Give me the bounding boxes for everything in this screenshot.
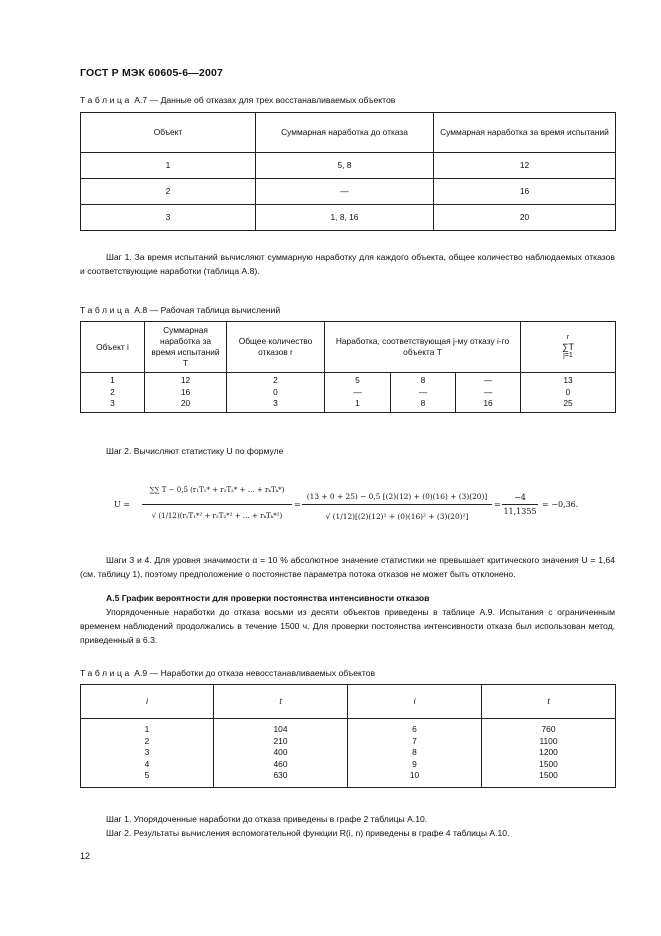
- table-cell: 3: [81, 205, 256, 231]
- formula-numerator: ∑∑ T − 0,5 (r₁T₁* + r₂T₂* + … + rₖTₖ*): [149, 486, 285, 494]
- footer-step2: Шаг 2. Результаты вычисления вспомогательной функции R(i, n) приведены в графе 4 таблицы А.10.: [106, 828, 510, 838]
- formula-result: = −0,36.: [542, 500, 579, 509]
- table-cell: 8 — 8: [391, 373, 456, 413]
- table-header-cell: t: [214, 685, 348, 719]
- table-header-cell: Суммарная наработка до отказа: [256, 113, 434, 153]
- table-cell: 12 16 20: [145, 373, 227, 413]
- sum-upper-limit: r: [566, 333, 570, 341]
- caption-word: Таблица: [80, 95, 132, 105]
- sum-symbol: ∑T: [562, 341, 574, 352]
- formula-lhs: U =: [114, 500, 130, 509]
- section-heading: А.5 График вероятности для проверки постоянства интенсивности отказов: [106, 593, 430, 603]
- table-cell: 16: [434, 179, 616, 205]
- table-cell: 1, 8, 16: [256, 205, 434, 231]
- fraction-line: [142, 504, 292, 505]
- table-cell: 1: [81, 153, 256, 179]
- table-cell: 104 210 400 460 630: [214, 719, 348, 788]
- table-header-cell: Суммарная наработка за время испытаний: [434, 113, 616, 153]
- page-header: ГОСТ Р МЭК 60605-6—2007: [80, 67, 224, 79]
- table-cell: 5, 8: [256, 153, 434, 179]
- table-cell: —: [256, 179, 434, 205]
- caption-text: А.8 — Рабочая таблица вычислений: [134, 305, 281, 315]
- table-header-cell: t: [482, 685, 616, 719]
- table-cell: 13 0 25: [521, 373, 616, 413]
- table-a9: [80, 684, 616, 788]
- table-header-cell: Объект: [81, 113, 256, 153]
- footer-step1: Шаг 1. Упорядоченные наработки до отказа приведены в графе 2 таблицы А.10.: [106, 814, 428, 824]
- table-cell: 1 2 3 4 5: [81, 719, 214, 788]
- table-cell: 2 0 3: [227, 373, 325, 413]
- table-header-cell: Объект i: [81, 322, 145, 373]
- table-a8: [80, 321, 616, 413]
- table-header-cell: [521, 322, 616, 373]
- table-cell: 12: [434, 153, 616, 179]
- table-a8-caption: [80, 305, 280, 315]
- table-cell: 20: [434, 205, 616, 231]
- caption-word: Таблица: [80, 668, 132, 678]
- table-header-cell: Наработка, соответствующая j-му отказу i-го объекта T: [325, 322, 521, 373]
- step1-paragraph: Шаг 1. За время испытаний вычисляют суммарную наработку для каждого объекта, общее количество наблюдаемых отказов и соответствующие наработки (таблица А.8).: [80, 252, 615, 276]
- caption-word: Таблица: [80, 305, 132, 315]
- caption-text: А.7 — Данные об отказах для трех восстанавливаемых объектов: [134, 95, 396, 105]
- equals-sign: =: [494, 500, 501, 509]
- formula-denominator: √ (1/12)(r₁T₁*² + r₂T₂*² + … + rₖTₖ*²): [151, 512, 283, 520]
- table-cell: 1 2 3: [81, 373, 145, 413]
- table-header-cell: Общее количество отказов r: [227, 322, 325, 373]
- formula-numerator: −4: [514, 493, 526, 502]
- formula-denominator: √ (1/12)[(2)(12)² + (0)(16)² + (3)(20)²]: [325, 512, 469, 521]
- table-cell: — — 16: [456, 373, 521, 413]
- section-paragraph: Упорядоченные наработки до отказа восьми из десяти объектов приведены в таблице А.9. Испытания с ограниченным временем наблюдений продолжались в течение 1500 ч. Для проверки постоянства интенсивности отказа был использован метод, приведенный в 6.3.: [80, 607, 615, 645]
- page-number: 12: [80, 851, 91, 861]
- table-header-cell: i: [81, 685, 214, 719]
- formula-denominator: 11,1355: [503, 507, 537, 516]
- table-cell: 5 — 1: [325, 373, 391, 413]
- formula-numerator: (13 + 0 + 25) − 0,5 [(2)(12) + (0)(16) + (3)(20)]: [306, 492, 488, 501]
- table-cell: 2: [81, 179, 256, 205]
- fraction-line: [502, 504, 538, 505]
- table-a9-caption: [80, 668, 375, 678]
- table-header-cell: i: [348, 685, 482, 719]
- step34-paragraph: Шаги 3 и 4. Для уровня значимости α = 10 % абсолютное значение статистики не превышает критического значения U = 1,64 (см. таблицу 1), поэтому предположение о постоянстве параметра потока отказов не может быть отклонено.: [80, 555, 615, 579]
- step2-paragraph: Шаг 2. Вычисляют статистику U по формуле: [106, 446, 284, 456]
- table-cell: 6 7 8 9 10: [348, 719, 482, 788]
- fraction-line: [302, 504, 492, 505]
- table-a7-caption: [80, 95, 395, 105]
- table-cell: 760 1100 1200 1500 1500: [482, 719, 616, 788]
- sum-lower-limit: j=1: [563, 352, 573, 360]
- table-a7: [80, 112, 616, 231]
- caption-text: А.9 — Наработки до отказа невосстанавливаемых объектов: [134, 668, 376, 678]
- table-header-cell: Суммарная наработка за время испытаний T: [145, 322, 227, 373]
- equals-sign: =: [294, 500, 301, 509]
